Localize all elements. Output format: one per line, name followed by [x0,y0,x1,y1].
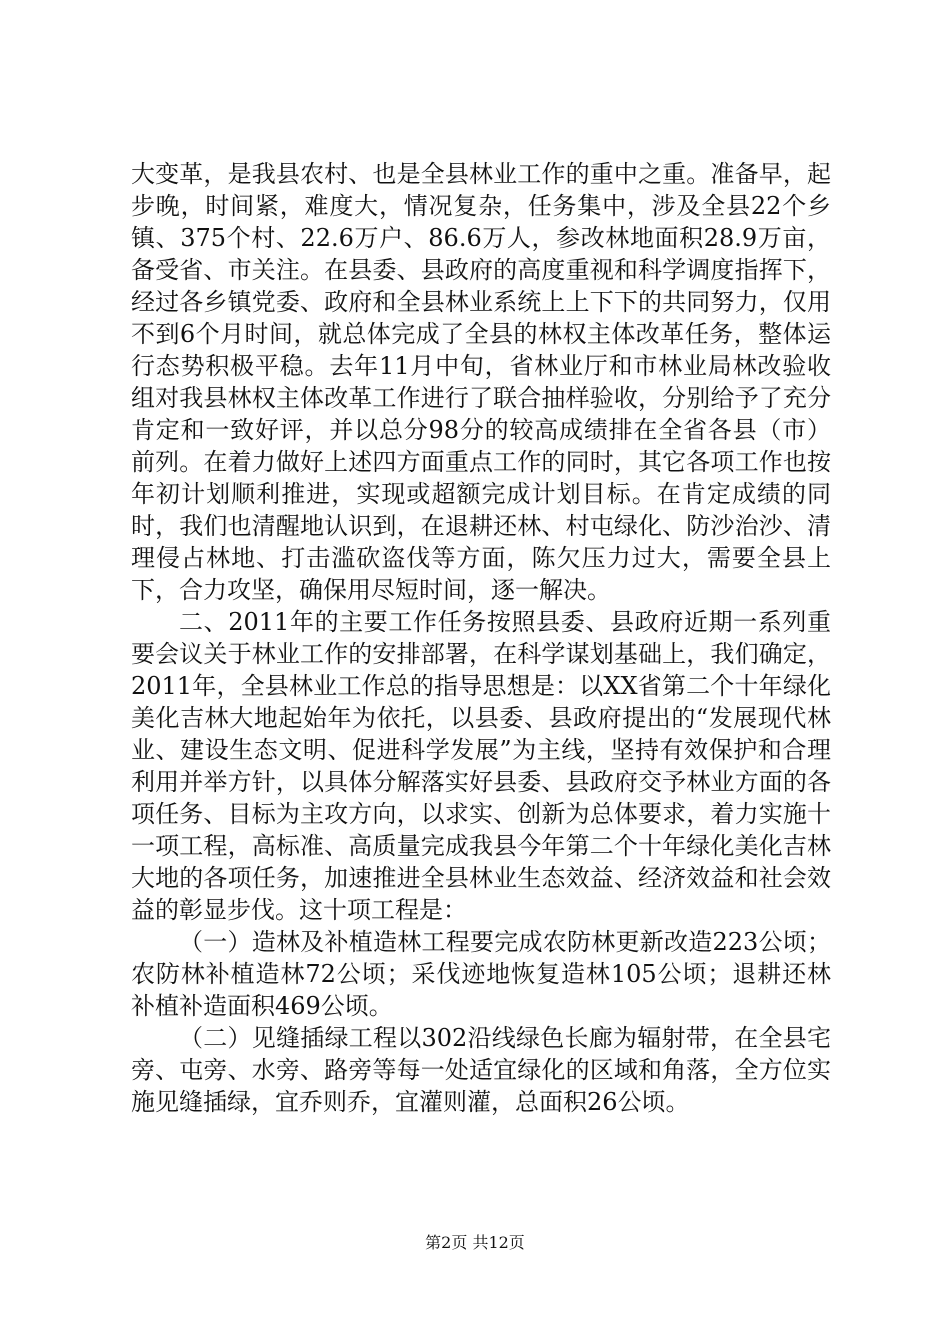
page-footer [0,1232,950,1254]
page-number-label: 第2页 共12页 [425,1233,525,1252]
document-body [131,158,831,1118]
paragraph-2: 二、2011年的主要工作任务按照县委、县政府近期一系列重要会议关于林业工作的安排部署，在科学谋划基础上，我们确定，2011年，全县林业工作总的指导思想是：以XX省第二个十年绿化美化吉林大地起始年为依托，以县委、县政府提出的“发展现代林业、建设生态文明、促进科学发展”为主线，坚持有效保护和合理利用并举方针，以具体分解落实好县委、县政府交予林业方面的各项任务、目标为主攻方向，以求实、创新为总体要求，着力实施十一项工程，高标准、高质量完成我县今年第二个十年绿化美化吉林大地的各项任务，加速推进全县林业生态效益、经济效益和社会效益的彰显步伐。这十项工程是： [131,608,831,924]
paragraph-3: （一）造林及补植造林工程要完成农防林更新改造223公顷；农防林补植造林72公顷；采伐迹地恢复造林105公顷；退耕还林补植补造面积469公顷。 [131,928,831,1020]
paragraph-4: （二）见缝插绿工程以302沿线绿色长廊为辐射带，在全县宅旁、屯旁、水旁、路旁等每一处适宜绿化的区域和角落，全方位实施见缝插绿，宜乔则乔，宜灌则灌，总面积26公顷。 [131,1024,831,1116]
paragraph-1: 大变革，是我县农村、也是全县林业工作的重中之重。准备早，起步晚，时间紧，难度大，情况复杂，任务集中，涉及全县22个乡镇、375个村、22.6万户、86.6万人，参改林地面积28.9万亩，备受省、市关注。在县委、县政府的高度重视和科学调度指挥下，经过各乡镇党委、政府和全县林业系统上上下下的共同努力，仅用不到6个月时间，就总体完成了全县的林权主体改革任务，整体运行态势积极平稳。去年11月中旬，省林业厅和市林业局林改验收组对我县林权主体改革工作进行了联合抽样验收，分别给予了充分肯定和一致好评，并以总分98分的较高成绩排在全省各县（市）前列。在着力做好上述四方面重点工作的同时，其它各项工作也按年初计划顺利推进，实现或超额完成计划目标。在肯定成绩的同时，我们也清醒地认识到，在退耕还林、村屯绿化、防沙治沙、清理侵占林地、打击滥砍盗伐等方面，陈欠压力过大，需要全县上下，合力攻坚，确保用尽短时间，逐一解决。 [131,160,831,604]
